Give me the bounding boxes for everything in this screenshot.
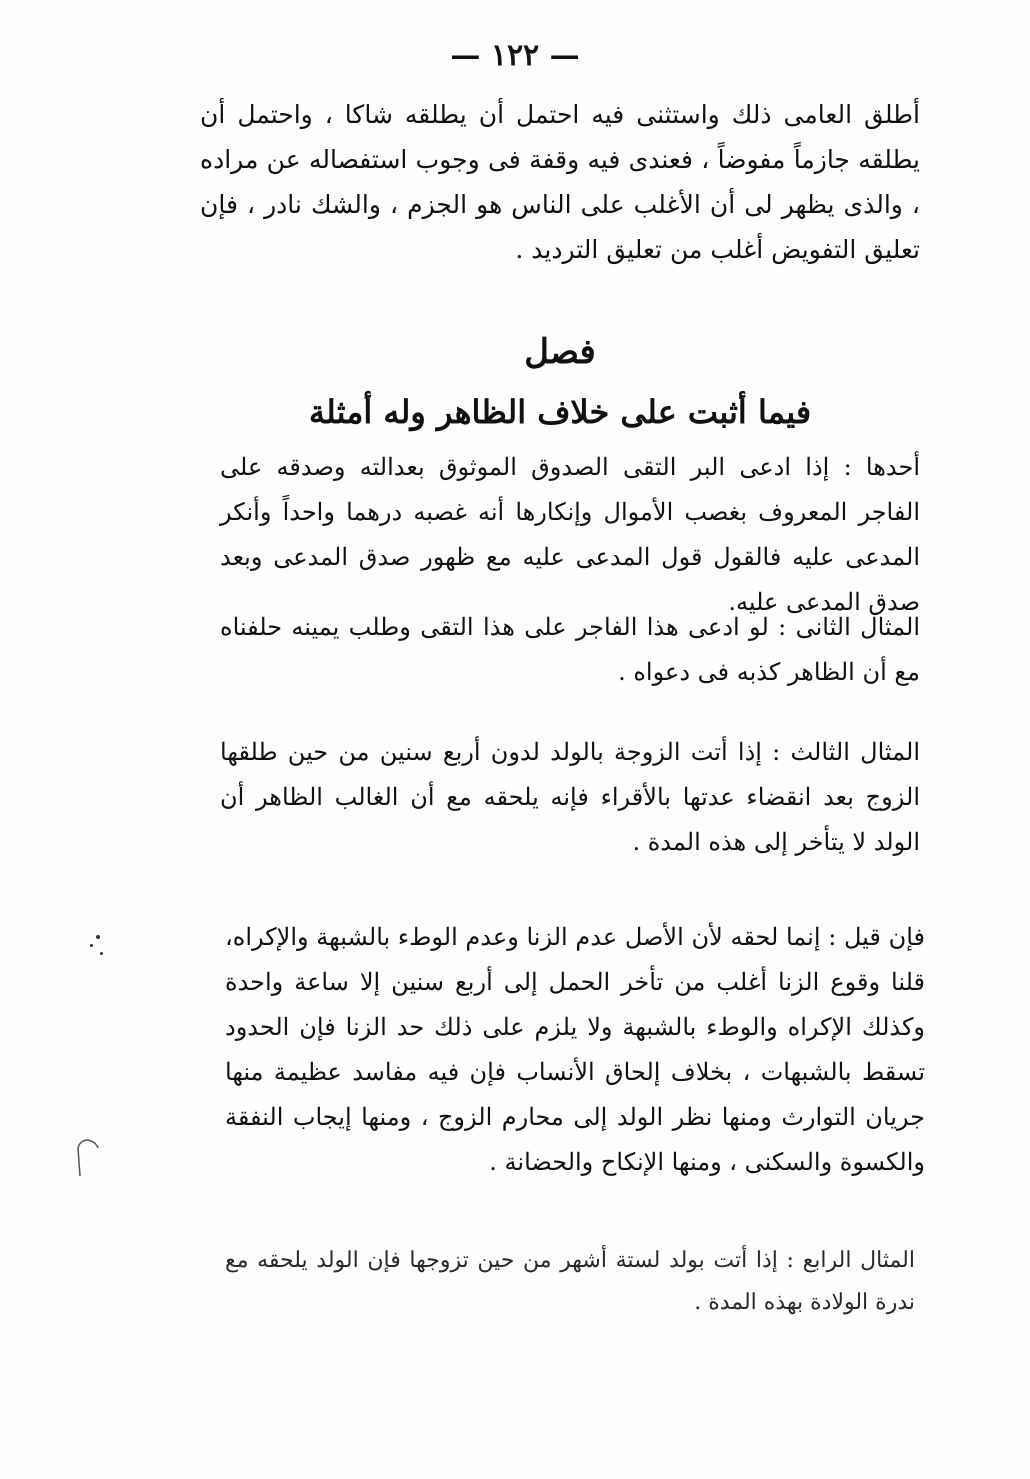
scan-speck xyxy=(90,944,93,947)
example-first-paragraph: أحدها : إذا ادعى البر التقى الصدوق الموثوق بعدالته وصدقه على الفاجر المعروف بغصب الأموال وإنكارها أنه غصبه درهما واحداً وأنكر المدعى عليه فالقول قول المدعى عليه مع ظهور صدق المدعى وبعد صدق المدعى عليه. xyxy=(220,453,920,616)
scan-speck xyxy=(96,935,100,939)
example-second-paragraph: المثال الثانى : لو ادعى هذا الفاجر على هذا التقى وطلب يمينه حلفناه مع أن الظاهر كذبه فى دعواه . xyxy=(220,613,920,686)
example-fourth-paragraph: المثال الرابع : إذا أتت بولد لستة أشهر من حين تزوجها فإن الولد يلحقه مع ندرة الولادة بهذه المدة . xyxy=(225,1248,915,1315)
margin-pencil-mark xyxy=(72,1136,102,1178)
chapter-title: فصل xyxy=(524,332,596,372)
chapter-subtitle: فيما أثبت على خلاف الظاهر وله أمثلة xyxy=(308,393,812,431)
scan-speck xyxy=(100,952,103,955)
objection-paragraph: فإن قيل : إنما لحقه لأن الأصل عدم الزنا وعدم الوطء بالشبهة والإكراه، قلنا وقوع الزنا أغلب من تأخر الحمل إلى أربع سنين إلا ساعة واحدة وكذلك الإكراه والوطء بالشبهة ولا يلزم على ذلك حد الزنا فإن الحدود تسقط بالشبهات ، بخلاف إلحاق الأنساب فإن فيه مفاسد عظيمة منها جريان التوارث ومنها نظر الولد إلى محارم الزوج ، ومنها إيجاب النفقة والكسوة والسكنى ، ومنها الإنكاح والحضانة . xyxy=(225,923,925,1176)
intro-paragraph: أطلق العامى ذلك واستثنى فيه احتمل أن يطلقه شاكا ، واحتمل أن يطلقه جازماً مفوضاً ، فعندى فيه وقفة فى وجوب استفصاله عن مراده ، والذى يظهر لى أن الأغلب على الناس هو الجزم ، والشك نادر ، فإن تعليق التفويض أغلب من تعليق الترديد . xyxy=(200,100,920,264)
page-number: — ١٢٢ — xyxy=(450,38,580,73)
example-third-paragraph: المثال الثالث : إذا أتت الزوجة بالولد لدون أربع سنين من حين طلقها الزوج بعد انقضاء عدتها بالأقراء فإنه يلحقه مع أن الغالب الظاهر أن الولد لا يتأخر إلى هذه المدة . xyxy=(220,738,920,856)
